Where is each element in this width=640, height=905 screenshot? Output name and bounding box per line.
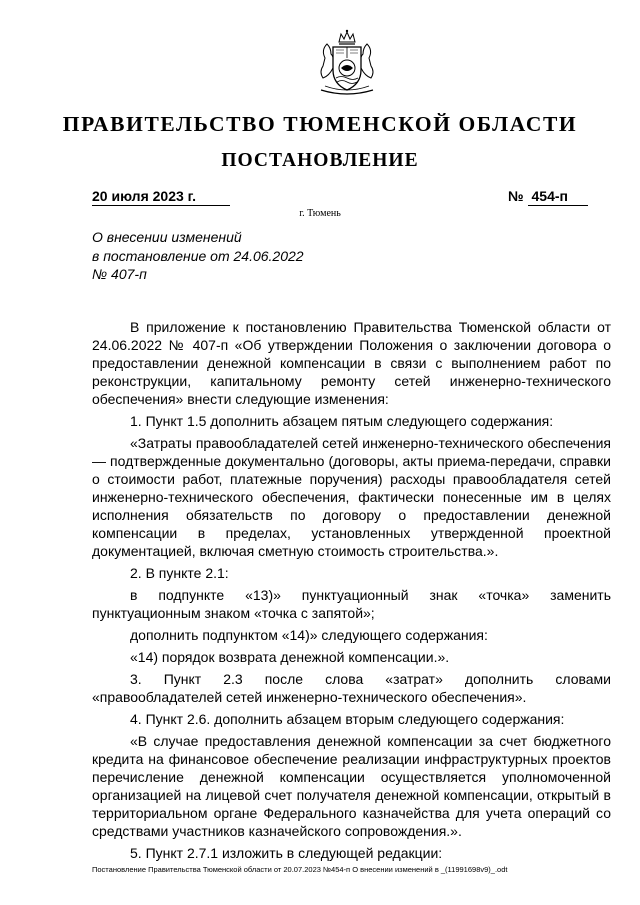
body-paragraph: «Затраты правообладателей сетей инженерно-технического обеспечения — подтвержденные документально (договоры, акты приема-передачи, справки о стоимости работ, платежные поручения) расходы правообладателя сетей инженерно-технического обеспечения, фактически понесенные им в целях исполнения обязательств по договору о предоставлении денежной компенсации в пределах, установленных утвержденной проектной документацией, включая сметную стоимость строительства.».: [92, 435, 611, 559]
document-type: ПОСТАНОВЛЕНИЕ: [221, 150, 419, 171]
body-paragraph: дополнить подпунктом «14)» следующего содержания:: [130, 627, 488, 643]
decree-number: [508, 188, 604, 206]
decree-body: [92, 318, 611, 866]
body-paragraph: 4. Пункт 2.6. дополнить абзацем вторым следующего содержания:: [130, 711, 565, 727]
government-title: ПРАВИТЕЛЬСТВО ТЮМЕНСКОЙ ОБЛАСТИ: [62, 112, 578, 136]
body-paragraph: 2. В пункте 2.1:: [130, 565, 229, 581]
decree-subject: [92, 228, 392, 284]
body-paragraph: в подпункте «13)» пунктуационный знак «точка» заменить пунктуационным знаком «точка с запятой»;: [92, 587, 611, 621]
subject-line: в постановление от 24.06.2022: [92, 247, 304, 264]
body-paragraph: 3. Пункт 2.3 после слова «затрат» дополнить словами «правообладателей сетей инженерно-технического обеспечения».: [92, 671, 611, 705]
subject-line: О внесении изменений: [92, 229, 242, 245]
subject-line: № 407-п: [92, 266, 147, 282]
body-paragraph: «В случае предоставления денежной компенсации за счет бюджетного кредита на финансовое обеспечение реализации инфраструктурных проектов перечисление денежной компенсации осуществляется уполномоченной организацией на лицевой счет получателя денежной компенсации, открытый в территориальном органе Федерального казначейства для учета операций со средствами участников казначейского сопровождения.».: [92, 733, 611, 839]
body-paragraph: 5. Пункт 2.7.1 изложить в следующей редакции:: [130, 845, 443, 861]
body-paragraph: 1. Пункт 1.5 дополнить абзацем пятым следующего содержания:: [130, 413, 554, 429]
coat-of-arms-emblem: [311, 28, 383, 100]
decree-date: 20 июля 2023 г.: [92, 188, 230, 206]
number-sign: №: [508, 188, 524, 204]
body-paragraph: «14) порядок возврата денежной компенсации.».: [130, 649, 450, 665]
page-footer: Постановление Правительства Тюменской области от 20.07.2023 №454-п О внесении изменений в _(11991698v9)_.odt: [92, 865, 508, 874]
number-value: 454-п: [528, 188, 588, 206]
city-label: г. Тюмень: [299, 208, 341, 219]
body-paragraph: В приложение к постановлению Правительства Тюменской области от 24.06.2022 № 407-п «Об утверждении Положения о заключении договора о предоставлении денежной компенсации в связи с выполнением работ по реконструкции, капитальному ремонту сетей инженерно-технического обеспечения» внести следующие изменения:: [92, 319, 611, 407]
